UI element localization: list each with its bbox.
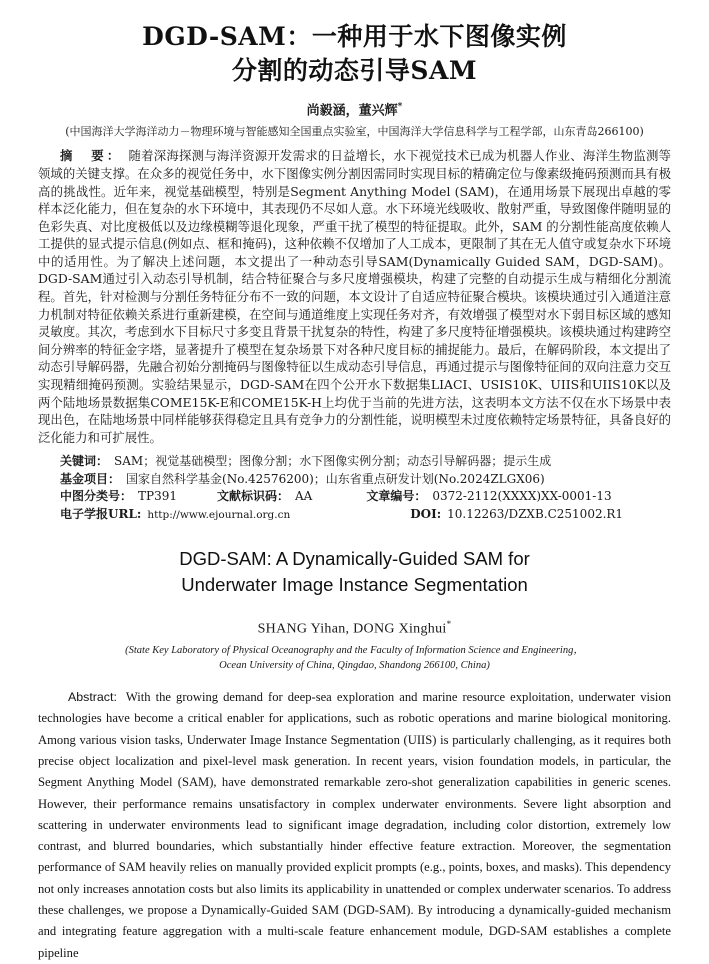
english-affiliation [38,643,671,673]
fund-row [38,471,671,489]
chinese-abstract-label: 摘 要： [60,148,123,164]
url-doi-row [38,506,671,525]
clc-label: 中图分类号： [60,489,133,504]
chinese-author-names: 尚毅涵，董兴辉 [306,103,398,119]
english-abstract-text: With the growing demand for deep-sea exploration and marine resource exploitation, underwater vision technologies have become a critical enabler for applications, such as robotic operations and marine biological monitoring. Among various vision tasks, Underwater Image Instance Segmentation (UIIS) is particularly challenging, as it requires both precise object localization and pixel-level mask generation. In recent years, vision foundation models, in particular, the Segment Anything Model (SAM), have demonstrated remarkable zero-shot generalization capabilities in generic scenes. However, their performance remains unsatisfactory in complex underwater environments. Severe light absorption and scattering in underwater environments lead to significant image degradation, including color distortion, extremely low contrast, and blurred boundaries, which substantially hinder effective feature extraction. Moreover, the segmentation performance of SAM heavily relies on manually provided explicit prompts (e.g., points, boxes, and masks). This dependency not only increases annotation costs but also limits its applicability in unattended or complex underwater scenarios. To address these challenges, we propose a Dynamically-Guided SAM (DGD-SAM). By introducing a dynamically-guided mechanism and integrating feature aggregation with a multi-scale feature enhancement module, DGD-SAM establishes a complete pipeline [38,690,671,960]
english-title-line-2: Underwater Image Instance Segmentation [181,574,528,596]
chinese-abstract [38,147,671,446]
clc-value: TP391 [138,489,177,504]
chinese-title-line-2: 分割的动态引导SAM [231,56,478,85]
english-corresponding-author-mark: * [446,619,452,630]
english-affiliation-line-2: Ocean University of China, Qingdao, Shandong 266100, China) [219,660,490,672]
english-author-names: SHANG Yihan, DONG Xinghui [257,622,447,638]
chinese-title [38,0,671,88]
chinese-abstract-text: 随着深海探测与海洋资源开发需求的日益增长，水下视觉技术已成为机器人作业、海洋生物监测等领域的关键支撑。在众多的视觉任务中，水下图像实例分割因需同时实现目标的精确定位与像素级掩码预测而具有极高的挑战性。近年来，视觉基础模型，特别是Segment Anything Model (SAM)，在通用场景下展现出卓越的零样本泛化能力，但在复杂的水下环境中，其表现仍不尽如人意。水下环境光线吸收、散射严重，导致图像伴随明显的色彩失真、对比度极低以及边缘模糊等退化现象，严重干扰了模型的特征提取。此外，SAM 的分割性能高度依赖人工提供的显式提示信息(例如点、框和掩码)，这种依赖不仅增加了人工成本，更限制了其在无人值守或复杂水下环境中的适用性。为了解决上述问题，本文提出了一种动态引导SAM(Dynamically Guided SAM，DGD-SAM)。DGD-SAM通过引入动态引导机制，结合特征聚合与多尺度增强模块，构建了完整的自动提示生成与精细化分割流程。首先，针对检测与分割任务特征分布不一致的问题，本文设计了自适应特征聚合模块。该模块通过引入通道注意力机制对特征依赖关系进行重新建模，在空间与通道维度上实现任务对齐，有效增强了模型对水下弱目标区域的感知灵敏度。其次，考虑到水下目标尺寸多变且背景干扰复杂的特性，构建了多尺度特征增强模块。该模块通过构建跨空间分辨率的特征金字塔，显著提升了模型在复杂场景下对各种尺度目标的捕捉能力。最后，在解码阶段，本文提出了动态引导解码器，先融合初始分割掩码与图像特征以生成动态引导信息，再通过提示与图像特征间的双向注意力交互实现精细掩码预测。实验结果显示，DGD-SAM在四个公开水下数据集LIACI、USIS10K、UIIS和UIIS10K以及两个陆地场景数据集COME15K-E和COME15K-H上均优于当前的先进方法，这表明本文方法不仅在水下场景中表现出色，在陆地场景中同样能够获得稳定且具有竞争力的分割性能，说明模型未过度依赖特定场景特征，具备良好的泛化能力和可扩展性。 [38,148,672,445]
journal-url-value[interactable]: http://www.ejournal.org.cn [147,508,291,521]
document-code-value: AA [295,489,313,504]
article-number-label: 文章编号： [366,489,427,504]
keywords-row [38,453,671,471]
fund-label: 基金项目： [60,471,121,486]
chinese-meta-block [38,453,671,524]
fund-value: 国家自然科学基金(No.42576200)；山东省重点研发计划(No.2024ZLGX06) [126,471,545,486]
classification-row [38,488,671,506]
english-abstract-label: Abstract: [68,690,117,705]
doi-value[interactable]: 10.12263/DZXB.C251002.R1 [447,506,624,521]
keywords-value: SAM；视觉基础模型；图像分割；水下图像实例分割；动态引导解码器；提示生成 [114,454,552,469]
chinese-title-line-1: DGD-SAM：一种用于水下图像实例 [142,22,567,51]
english-title [38,546,671,598]
chinese-authors [38,99,671,119]
keywords-label: 关键词： [60,454,109,469]
english-affiliation-line-1: (State Key Laboratory of Physical Oceanography and the Faculty of Information Science and Engineering， [125,645,584,657]
doi-label: DOI: [410,506,442,521]
article-number-value: 0372-2112(XXXX)XX-0001-13 [432,489,612,504]
chinese-affiliation: (中国海洋大学海洋动力－物理环境与智能感知全国重点实验室，中国海洋大学信息科学与工程学部，山东青岛266100) [65,125,644,139]
corresponding-author-mark: * [397,102,403,112]
document-code-label: 文献标识码： [217,489,290,504]
english-authors [38,615,671,639]
journal-url-label: 电子学报URL: [60,506,142,521]
english-abstract [38,687,671,964]
english-title-line-1: DGD-SAM: A Dynamically-Guided SAM for [179,548,530,570]
